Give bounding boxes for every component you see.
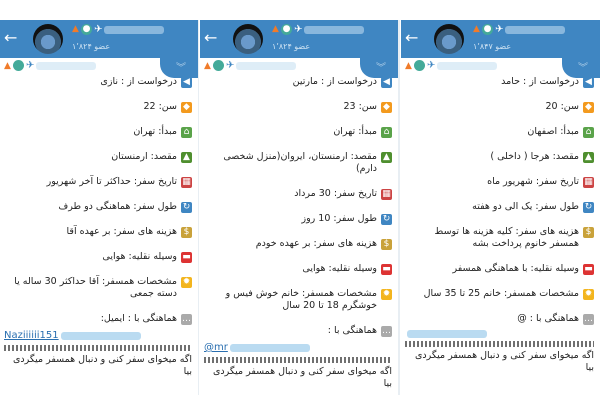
line-text: مبدأ: تهران [333, 126, 377, 137]
line-text: وسیله نقلیه: هوایی [302, 263, 377, 274]
wavy-separator [4, 345, 192, 351]
line-text: وسیله نقلیه: هوایی [102, 251, 177, 262]
channel-avatar[interactable] [233, 24, 263, 54]
speech-bubble-icon: … [182, 314, 191, 324]
line-text: تاریخ سفر: 30 مرداد [294, 188, 377, 199]
back-arrow-icon[interactable]: ← [405, 28, 419, 47]
car-icon: ▬ [182, 252, 191, 262]
speech-bubble-icon: … [382, 326, 391, 336]
member-count: ۱٬۸۴۷ عضو [473, 42, 512, 51]
message-line [4, 251, 192, 263]
line-text: هزینه های سفر: بر عهده آقا [66, 226, 177, 237]
blurred-name [437, 62, 497, 70]
contact-link[interactable] [4, 330, 192, 342]
channel-title [473, 24, 565, 35]
message-line [204, 288, 392, 312]
wavy-separator [405, 341, 594, 347]
message-line [405, 201, 594, 213]
money-bag-icon: $ [381, 239, 392, 250]
message-line [204, 76, 392, 88]
rewind-icon: ◀ [583, 77, 594, 88]
line-text: سن: 22 [143, 101, 177, 112]
chat-screenshot [200, 20, 398, 395]
line-text: هزینه های سفر: بر عهده خودم [255, 238, 377, 249]
tower-icon: ▲ [4, 60, 11, 71]
calendar-icon: ▦ [382, 189, 391, 199]
globe-icon [13, 60, 24, 71]
message-line [405, 151, 594, 163]
chat-header [401, 20, 600, 58]
car-icon: ▬ [382, 264, 391, 274]
message-line [405, 126, 594, 138]
tower-icon: ▲ [473, 24, 480, 34]
blurred-contact [230, 344, 310, 352]
channel-title [72, 24, 164, 35]
chevron-down-icon: ︾ [578, 63, 588, 74]
message-line [204, 325, 392, 337]
message-line [4, 101, 192, 113]
blurred-contact [61, 332, 141, 340]
line-text: درخواست از : نازی [100, 76, 177, 87]
plane-icon: ✈ [426, 60, 436, 71]
globe-icon [414, 60, 425, 71]
message-line [405, 313, 594, 325]
sun-icon: ✹ [382, 289, 391, 299]
line-text: سن: 20 [545, 101, 579, 112]
plane-icon: ✈ [94, 24, 103, 35]
tent-icon: ▲ [181, 152, 192, 163]
member-count: ۱٬۸۲۴ عضو [272, 42, 311, 51]
divider [398, 20, 400, 395]
message-line [4, 226, 192, 238]
blurred-name [36, 62, 96, 70]
chat-header [200, 20, 398, 58]
line-text: درخواست از : حامد [501, 76, 579, 87]
blurred-name [236, 62, 296, 70]
line-text: مشخصات همسفر: آقا حداکثر 30 ساله یا دسته جمعی [14, 276, 177, 299]
calendar-icon: ▦ [182, 177, 191, 187]
speech-bubble-icon: … [584, 314, 593, 324]
scroll-down-button[interactable] [562, 56, 600, 78]
line-text: هماهنگی با : ایمیل: [100, 313, 177, 324]
message-line [204, 188, 392, 200]
message-line [4, 76, 192, 88]
line-text: مقصد: ارمنستان [111, 151, 177, 162]
back-arrow-icon[interactable]: ← [4, 28, 18, 47]
message-line [204, 213, 392, 225]
message-body [204, 76, 392, 390]
diamond-icon: ◆ [583, 102, 594, 113]
diamond-icon: ◆ [181, 102, 192, 113]
contact-link[interactable] [204, 342, 392, 354]
line-text: هزینه های سفر: کلیه هزینه ها توسط همسفر خانوم پرداخت بشه [434, 226, 579, 249]
repeat-icon: ↻ [584, 202, 593, 212]
message-line [4, 126, 192, 138]
message-line [4, 313, 192, 325]
blurred-name [304, 26, 364, 34]
message-line [405, 263, 594, 275]
repeat-icon: ↻ [182, 202, 191, 212]
line-text: تاریخ سفر: شهریور ماه [487, 176, 579, 187]
sun-icon: ✹ [584, 289, 593, 299]
chat-screenshot [0, 20, 198, 395]
footer-text: اگه میخوای سفر کنی و دنبال همسفر میگردی بیا [212, 366, 392, 389]
line-text: مقصد: ارمنستان، ایروان(منزل شخصی دارم) [223, 151, 377, 174]
message-line [204, 151, 392, 175]
line-text: تاریخ سفر: حداکثر تا آخر شهریور [46, 176, 177, 187]
plane-icon: ✈ [225, 60, 235, 71]
line-text: درخواست از : مارتین [292, 76, 377, 87]
calendar-icon: ▦ [584, 177, 593, 187]
line-text: هماهنگی با : [327, 325, 377, 336]
blurred-contact [407, 330, 487, 338]
message-line [204, 101, 392, 113]
tower-icon: ▲ [272, 24, 279, 34]
message-line [4, 176, 192, 188]
blurred-name [505, 26, 565, 34]
message-line [4, 276, 192, 300]
line-text: مبدأ: اصفهان [527, 126, 579, 137]
message-line [204, 238, 392, 250]
line-text: مبدأ: تهران [133, 126, 177, 137]
contact-link[interactable] [405, 330, 594, 338]
sun-icon: ✹ [182, 277, 191, 287]
car-icon: ▬ [584, 264, 593, 274]
line-text: هماهنگی با : @ [517, 313, 579, 324]
line-text: طول سفر: 10 روز [301, 213, 377, 224]
pinned-channel-name [4, 60, 96, 71]
member-count: ۱٬۸۲۴ عضو [72, 42, 111, 51]
pinned-channel-name [405, 60, 497, 71]
chat-screenshot [401, 20, 600, 395]
scroll-down-button[interactable] [360, 56, 398, 78]
pinned-channel-name [204, 60, 296, 71]
tower-icon: ▲ [72, 24, 79, 34]
chevron-down-icon: ︾ [176, 63, 186, 74]
globe-icon: ● [483, 24, 492, 34]
line-text: مشخصات همسفر: خانم 25 تا 35 سال [423, 288, 579, 299]
plane-icon: ✈ [495, 24, 504, 35]
message-line [204, 263, 392, 275]
money-bag-icon: $ [181, 227, 192, 238]
rewind-icon: ◀ [181, 77, 192, 88]
message-line [405, 226, 594, 250]
scroll-down-button[interactable] [160, 56, 198, 78]
line-text: مقصد: هرجا ( داخلی ) [490, 151, 579, 162]
line-text: طول سفر: یک الی دو هفته [472, 201, 579, 212]
message-line [405, 176, 594, 188]
footer-text: اگه میخوای سفر کنی و دنبال همسفر میگردی بیا [12, 354, 192, 377]
tower-icon: ▲ [204, 60, 211, 71]
wavy-separator [204, 357, 392, 363]
chevron-down-icon: ︾ [376, 63, 386, 74]
line-text: طول سفر: هماهنگی دو طرف [58, 201, 177, 212]
tent-icon: ▲ [583, 152, 594, 163]
message-line [405, 101, 594, 113]
channel-title [272, 24, 364, 35]
message-line [405, 288, 594, 300]
rewind-icon: ◀ [381, 77, 392, 88]
message-line [4, 151, 192, 163]
house-icon: ⌂ [181, 127, 192, 138]
message-line [405, 76, 594, 88]
line-text: سن: 23 [343, 101, 377, 112]
tower-icon: ▲ [405, 60, 412, 71]
message-line [204, 126, 392, 138]
plane-icon: ✈ [25, 60, 35, 71]
house-icon: ⌂ [381, 127, 392, 138]
plane-icon: ✈ [294, 24, 303, 35]
repeat-icon: ↻ [382, 214, 391, 224]
money-bag-icon: $ [583, 227, 594, 238]
tent-icon: ▲ [381, 152, 392, 163]
house-icon: ⌂ [583, 127, 594, 138]
contact-handle[interactable]: @mr [204, 342, 228, 353]
message-body [4, 76, 192, 378]
globe-icon [213, 60, 224, 71]
blurred-name [104, 26, 164, 34]
message-body [405, 76, 594, 374]
chat-header [0, 20, 198, 58]
diamond-icon: ◆ [381, 102, 392, 113]
contact-handle[interactable]: Naziiiiii151 [4, 330, 59, 341]
back-arrow-icon[interactable]: ← [204, 28, 218, 47]
footer-text: اگه میخوای سفر کنی و دنبال همسفر میگردی بیا [414, 350, 594, 373]
line-text: وسیله نقلیه: با هماهنگی همسفر [452, 263, 579, 274]
channel-avatar[interactable] [434, 24, 464, 54]
globe-icon: ● [282, 24, 291, 34]
message-line [4, 201, 192, 213]
channel-avatar[interactable] [33, 24, 63, 54]
line-text: مشخصات همسفر: خانم خوش فیس و خوشگرم 18 تا 20 سال [225, 288, 377, 311]
globe-icon: ● [82, 24, 91, 34]
